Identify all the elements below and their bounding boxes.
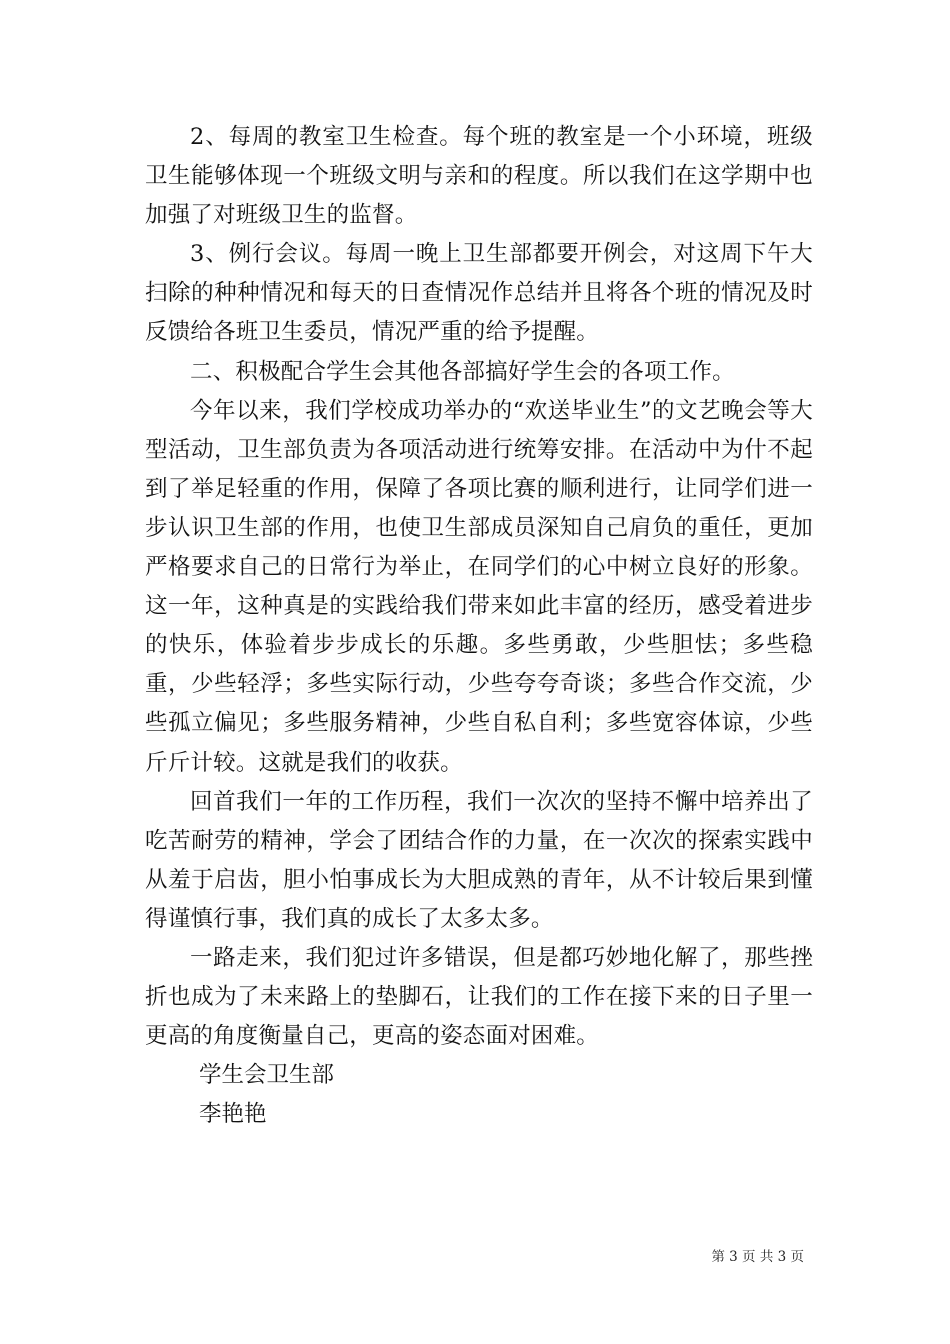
- paragraph-conclusion: 一路走来，我们犯过许多错误，但是都巧妙地化解了，那些挫折也成为了未来路上的垫脚石，让我们的工作在接下来的日子里一更高的角度衡量自己，更高的姿态面对困难。: [145, 944, 813, 1050]
- document-body: [145, 118, 813, 1134]
- signature-name: 李艳艳: [199, 1101, 267, 1128]
- page-number-footer: 第 3 页 共 3 页: [711, 1249, 804, 1265]
- paragraph-activities: 今年以来，我们学校成功举办的“欢送毕业生”的文艺晚会等大型活动，卫生部负责为各项活动进行统筹安排。在活动中为什不起到了举足轻重的作用，保障了各项比赛的顺利进行，让同学们进一步认识卫生部的作用，也使卫生部成员深知自己肩负的重任，更加严格要求自己的日常行为举止，在同学们的心中树立良好的形象。这一年，这种真是的实践给我们带来如此丰富的经历，感受着进步的快乐，体验着步步成长的乐趣。多些勇敢，少些胆怯；多些稳重，少些轻浮；多些实际行动，少些夸夸奇谈；多些合作交流，少些孤立偏见；多些服务精神，少些自私自利；多些宽容体谅，少些斤斤计较。这就是我们的收获。: [145, 397, 813, 776]
- paragraph-section-two-heading: 二、积极配合学生会其他各部搞好学生会的各项工作。: [190, 358, 735, 385]
- signature-organization: 学生会卫生部: [199, 1062, 335, 1089]
- paragraph-weekly-inspection: 2、每周的教室卫生检查。每个班的教室是一个小环境，班级卫生能够体现一个班级文明与亲和的程度。所以我们在这学期中也加强了对班级卫生的监督。: [145, 124, 813, 229]
- paragraph-review: 回首我们一年的工作历程，我们一次次的坚持不懈中培养出了吃苦耐劳的精神，学会了团结合作的力量，在一次次的探索实践中从羞于启齿，胆小怕事成长为大胆成熟的青年，从不计较后果到懂得谨慎行事，我们真的成长了太多太多。: [145, 788, 813, 932]
- paragraph-regular-meeting: 3、例行会议。每周一晚上卫生部都要开例会，对这周下午大扫除的种种情况和每天的日查情况作总结并且将各个班的情况及时反馈给各班卫生委员，情况严重的给予提醒。: [145, 241, 813, 346]
